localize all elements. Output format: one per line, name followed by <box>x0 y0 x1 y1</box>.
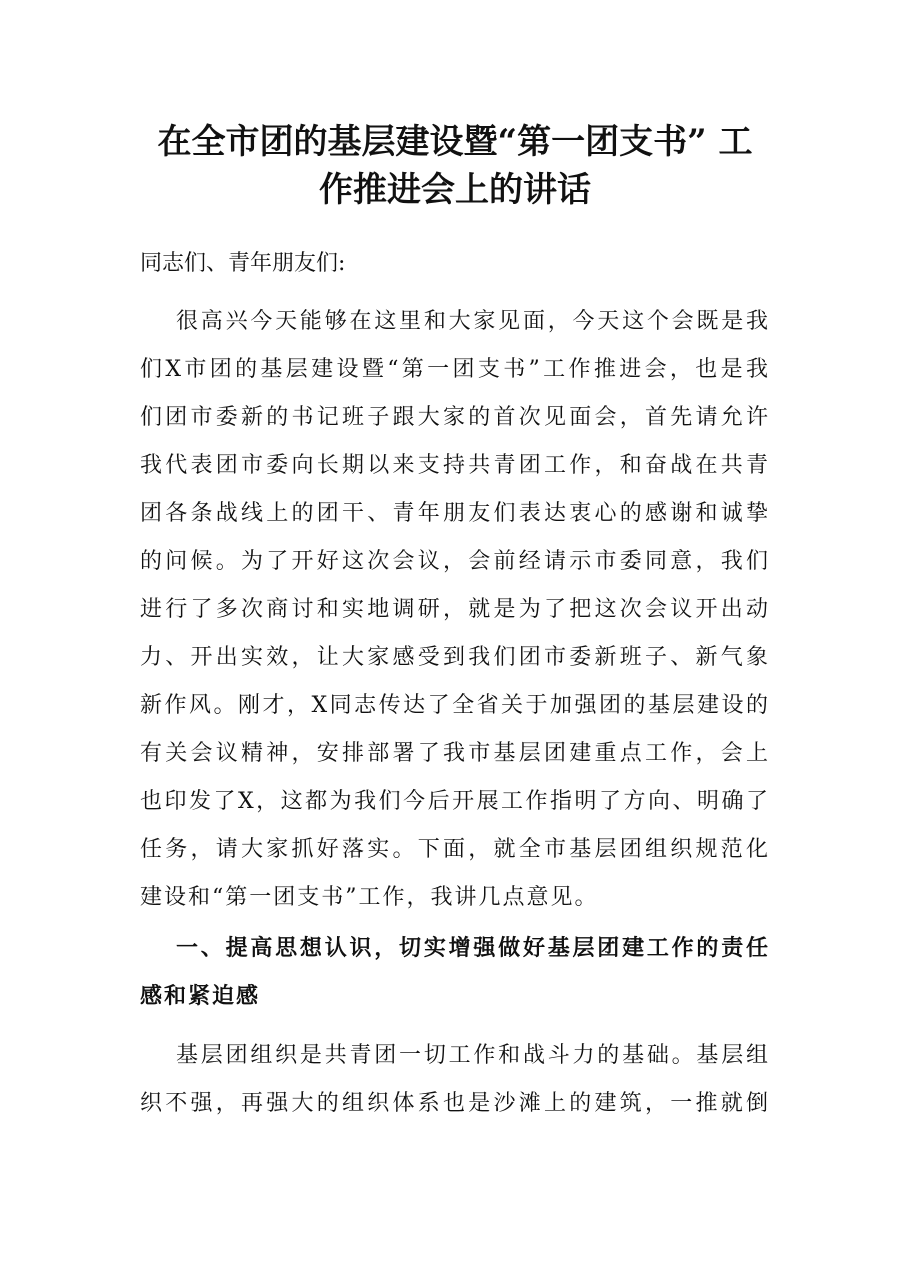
paragraph-line: 织不强，再强大的组织体系也是沙滩上的建筑，一推就倒 <box>140 1091 770 1116</box>
paragraph-line: 任务，请大家抓好落实。下面，就全市基层团组织规范化 <box>140 837 770 862</box>
paragraph-line: 我代表团市委向长期以来支持共青团工作，和奋战在共青 <box>140 453 770 478</box>
paragraph-line: 的问候。为了开好这次会议，会前经请示市委同意，我们 <box>140 549 770 574</box>
paragraph-intro <box>140 298 770 922</box>
document-title <box>140 118 770 214</box>
paragraph-line: 新作风。刚才，X同志传达了全省关于加强团的基层建设的 <box>140 693 770 718</box>
paragraph-line: 团各条战线上的团干、青年朋友们表达衷心的感谢和诚挚 <box>140 501 770 526</box>
paragraph-line: 有关会议精神，安排部署了我市基层团建重点工作，会上 <box>140 741 770 766</box>
heading-line: 一、提高思想认识，切实增强做好基层团建工作的责任 <box>176 935 770 961</box>
paragraph-line: 也印发了X，这都为我们今后开展工作指明了方向、明确了 <box>140 789 770 814</box>
title-line: 在全市团的基层建设暨“第一团支书” 工 <box>157 122 753 162</box>
title-line: 作推进会上的讲话 <box>319 170 591 210</box>
section-heading <box>140 924 770 1020</box>
paragraph-line: 建设和“第一团支书”工作，我讲几点意见。 <box>140 885 599 910</box>
paragraph-section1 <box>140 1032 770 1128</box>
salutation: 同志们、青年朋友们: <box>140 251 346 276</box>
paragraph-line: 们团市委新的书记班子跟大家的首次见面会，首先请允许 <box>140 405 770 430</box>
paragraph-line: 力、开出实效，让大家感受到我们团市委新班子、新气象 <box>140 645 770 670</box>
paragraph-line: 很高兴今天能够在这里和大家见面，今天这个会既是我 <box>176 309 770 334</box>
heading-line: 感和紧迫感 <box>140 983 261 1009</box>
paragraph-line: 基层团组织是共青团一切工作和战斗力的基础。基层组 <box>176 1043 770 1068</box>
paragraph-line: 们X市团的基层建设暨“第一团支书”工作推进会，也是我 <box>140 357 770 382</box>
paragraph-line: 进行了多次商讨和实地调研，就是为了把这次会议开出动 <box>140 597 770 622</box>
